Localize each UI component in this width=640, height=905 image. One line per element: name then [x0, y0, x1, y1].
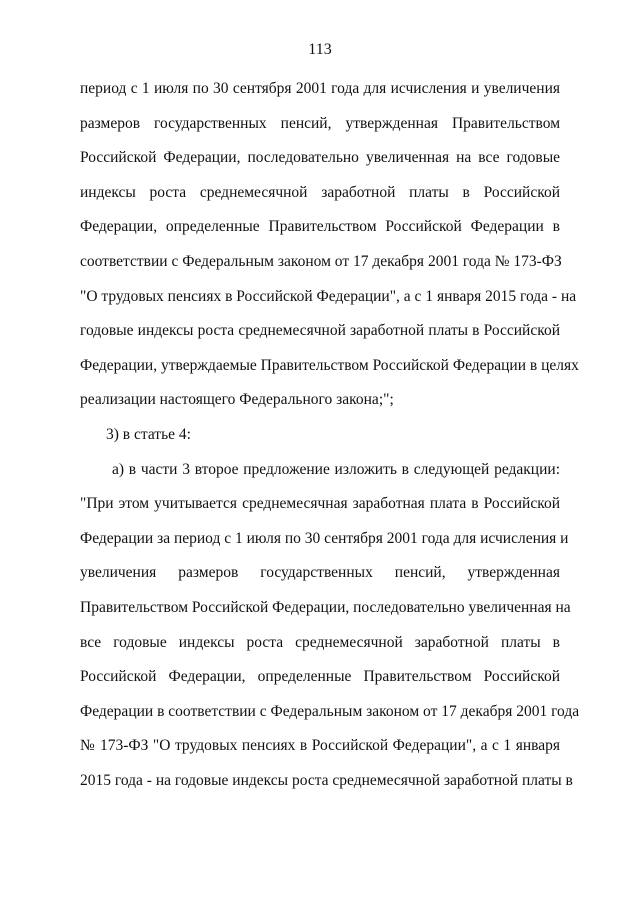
text-line: размеров государственных пенсий, утвержденная Правительством [80, 114, 560, 132]
text-line: Российской Федерации, определенные Правительством Российской [80, 668, 560, 686]
text-line: индексы роста среднемесячной заработной платы в Российской [80, 183, 560, 201]
text-line: Российской Федерации, последовательно увеличенная на все годовые [80, 149, 560, 167]
text-line: все годовые индексы роста среднемесячной заработной платы в [80, 633, 560, 651]
text-line: 2015 года - на годовые индексы роста среднемесячной заработной платы в [80, 771, 573, 789]
text-line: соответствии с Федеральным законом от 17 декабря 2001 года № 173-ФЗ [80, 252, 562, 270]
text-line: 3) в статье 4: [106, 425, 191, 443]
text-line: Федерации, утверждаемые Правительством Российской Федерации в целях [80, 356, 579, 374]
text-line: № 173-ФЗ "О трудовых пенсиях в Российской Федерации", а с 1 января [80, 737, 560, 755]
text-line: Федерации в соответствии с Федеральным законом от 17 декабря 2001 года [80, 702, 580, 720]
text-line: реализации настоящего Федерального закона;"; [80, 391, 394, 409]
text-line: годовые индексы роста среднемесячной заработной платы в Российской [80, 322, 560, 340]
text-line: период с 1 июля по 30 сентября 2001 года для исчисления и увеличения [80, 80, 560, 97]
text-line: Федерации за период с 1 июля по 30 сентября 2001 года для исчисления и [80, 529, 569, 547]
text-line: "О трудовых пенсиях в Российской Федерации", а с 1 января 2015 года - на [80, 287, 577, 305]
text-line: Правительством Российской Федерации, последовательно увеличенная на [80, 598, 571, 616]
document-body [80, 72, 580, 798]
text-line: "При этом учитывается среднемесячная заработная плата в Российской [80, 495, 560, 513]
text-line: увеличения размеров государственных пенсий, утвержденная [80, 564, 560, 582]
text-line: а) в части 3 второе предложение изложить в следующей редакции: [112, 460, 560, 478]
page-number: 113 [308, 41, 332, 58]
text-line: Федерации, определенные Правительством Российской Федерации в [80, 218, 560, 236]
